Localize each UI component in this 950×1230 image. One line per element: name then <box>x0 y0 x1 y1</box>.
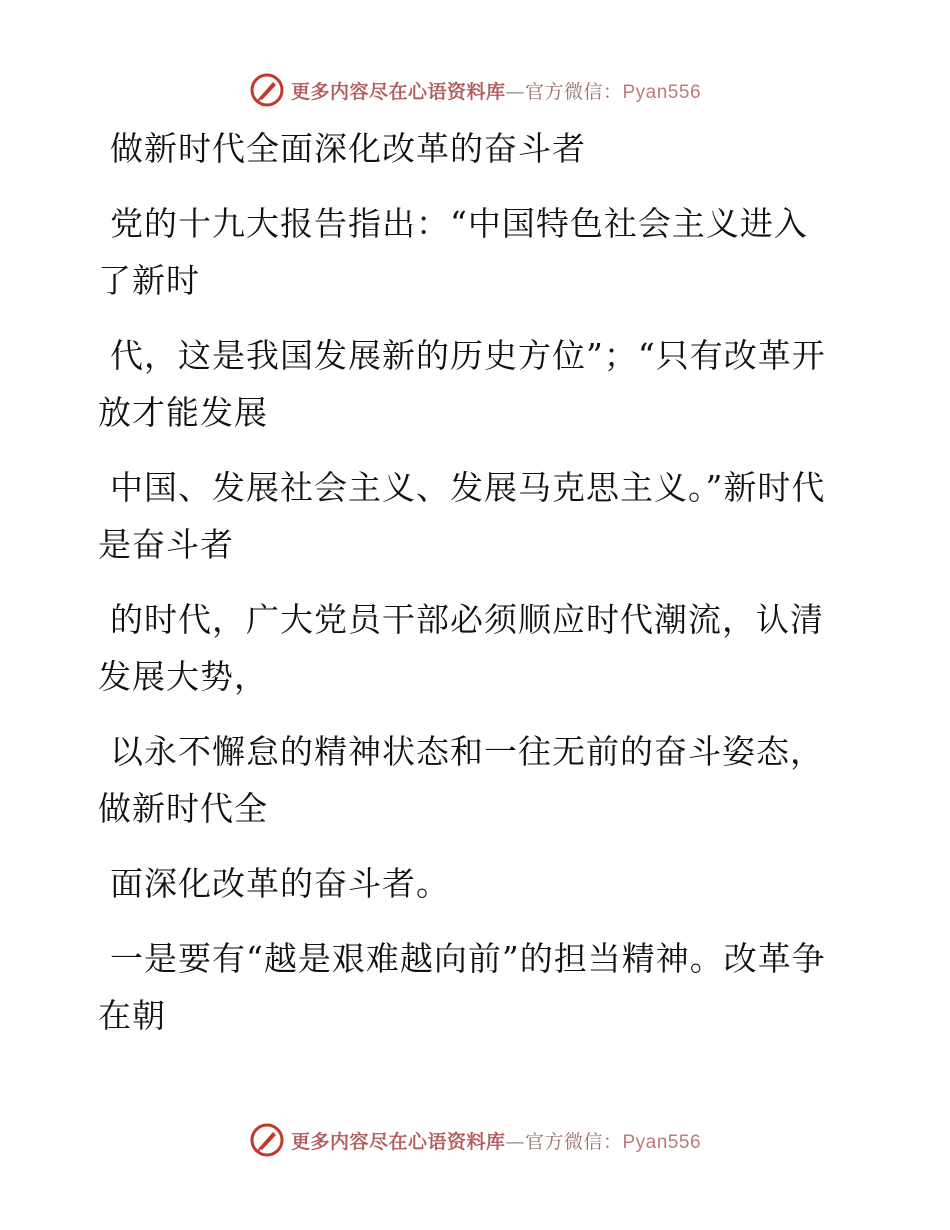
watermark-official: 官方微信： <box>524 80 623 103</box>
watermark-wechat-id: Pyan556 <box>622 81 702 103</box>
quill-logo-icon <box>249 72 285 108</box>
watermark-dash: — <box>505 80 525 103</box>
paragraph-line: 中国、发展社会主义、发展马克思主义。”新时代是奋斗者 <box>98 468 826 564</box>
document-title: 做新时代全面深化改革的奋斗者 <box>110 129 586 168</box>
watermark-official: 官方微信： <box>524 1130 623 1153</box>
watermark-dash: — <box>505 1130 525 1153</box>
watermark-brand: 更多内容尽在心语资料库 <box>290 80 506 103</box>
document-body <box>98 120 833 1062</box>
watermark-brand: 更多内容尽在心语资料库 <box>290 1130 506 1153</box>
paragraph-line: 面深化改革的奋斗者。 <box>110 864 450 903</box>
paragraph-line: 以永不懈怠的精神状态和一往无前的奋斗姿态，做新时代全 <box>98 732 824 828</box>
paragraph-line: 的时代，广大党员干部必须顺应时代潮流，认清发展大势， <box>98 600 824 696</box>
watermark-wechat-id: Pyan556 <box>622 1131 702 1153</box>
quill-logo-icon <box>249 1122 285 1158</box>
watermark-text <box>291 77 701 104</box>
paragraph-line: 代，这是我国发展新的历史方位”；“只有改革开放才能发展 <box>98 336 826 432</box>
header-watermark <box>0 70 950 110</box>
paragraph-line: 一是要有“越是艰难越向前”的担当精神。改革争在朝 <box>98 939 826 1035</box>
footer-watermark <box>0 1120 950 1160</box>
paragraph-line: 党的十九大报告指出：“中国特色社会主义进入了新时 <box>98 204 808 300</box>
watermark-text <box>291 1127 701 1154</box>
